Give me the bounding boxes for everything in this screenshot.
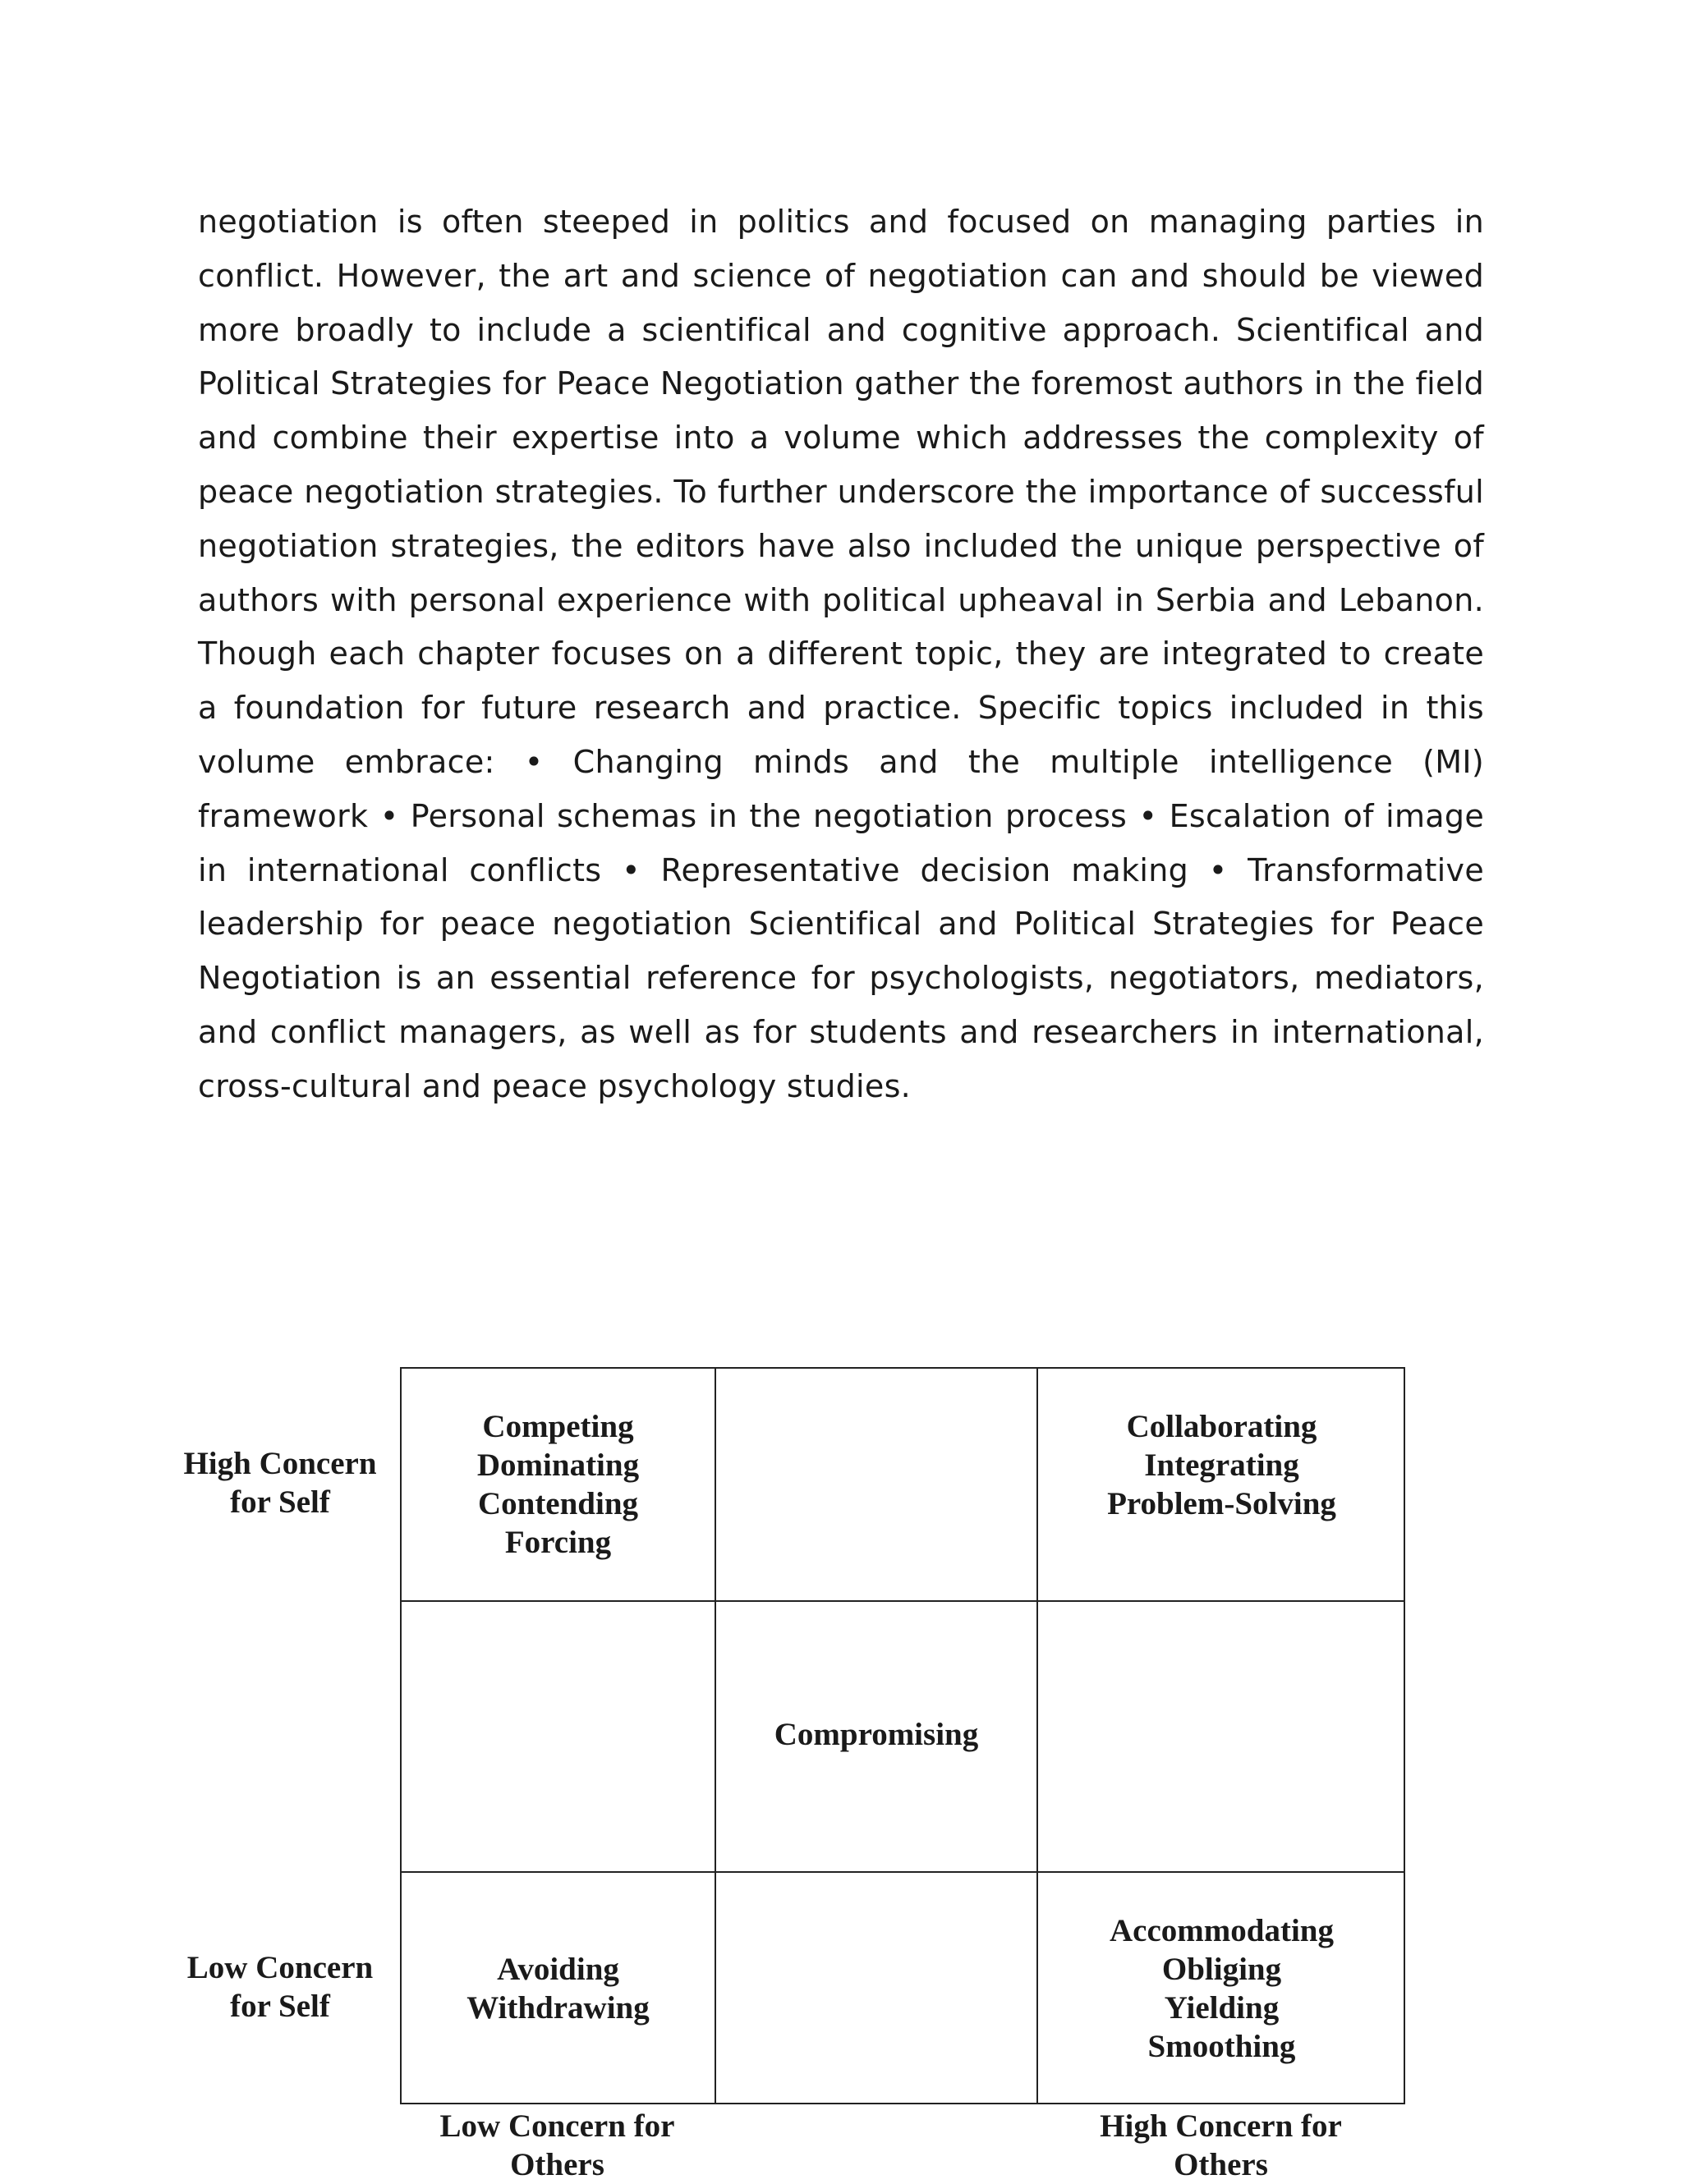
axis-line: Low Concern xyxy=(186,1950,374,1985)
cell-line: Integrating xyxy=(1144,1448,1299,1483)
cell-line: Yielding xyxy=(1164,1990,1280,2026)
cell-line: Smoothing xyxy=(1147,2029,1296,2064)
axis-line: Others xyxy=(510,2147,604,2182)
axis-high-concern-for-self xyxy=(161,1444,399,1521)
axis-low-concern-for-others xyxy=(400,2107,715,2184)
cell-line: Dominating xyxy=(476,1448,640,1483)
cell-line: Contending xyxy=(477,1486,639,1521)
cell-line: Accommodating xyxy=(1110,1913,1334,1948)
cell-line: Obliging xyxy=(1161,1952,1282,1987)
grid-divider xyxy=(402,1600,1404,1602)
grid-divider xyxy=(402,1871,1404,1873)
cell-line: Competing xyxy=(482,1409,634,1444)
axis-line: for Self xyxy=(230,1989,330,2024)
axis-line: High Concern for xyxy=(1100,2108,1342,2144)
cell-compromising xyxy=(716,1715,1036,1754)
axis-line: Low Concern for xyxy=(439,2108,675,2144)
axis-line: for Self xyxy=(230,1484,330,1520)
axis-high-concern-for-others xyxy=(1036,2107,1405,2184)
cell-line: Avoiding xyxy=(497,1952,619,1987)
cell-accommodating xyxy=(1038,1911,1405,2066)
cell-line: Forcing xyxy=(504,1525,612,1560)
cell-line: Problem-Solving xyxy=(1107,1486,1336,1521)
cell-collaborating xyxy=(1038,1407,1405,1523)
cell-line: Collaborating xyxy=(1126,1409,1317,1444)
axis-line: Others xyxy=(1174,2147,1268,2182)
conflict-styles-grid xyxy=(400,1367,1405,2104)
cell-competing xyxy=(402,1407,715,1562)
cell-avoiding xyxy=(402,1950,715,2027)
cell-line: Compromising xyxy=(774,1717,979,1752)
body-paragraph: negotiation is often steeped in politics and focused on managing parties in conflict. However, the art and science of negotiation can and should be viewed more broadly to include a scientifical and cognitive approach. Scientifical and Political Strategies for Peace Negotiation gather the foremost authors in the field and combine their expertise into a volume which addresses the complexity of peace negotiation strategies. To further underscore the importance of successful negotiation strategies, the editors have also included the unique perspective of authors with personal experience with political upheaval in Serbia and Lebanon. Though each chapter focuses on a different topic, they are integrated to create a foundation for future research and practice. Specific topics included in this volume embrace: • Changing minds and the multiple intelligence (MI) framework • Personal schemas in the negotiation process • Escalation of image in international conflicts • Representative decision making • Transformative leadership for peace negotiation Scientifical and Political Strategies for Peace Negotiation is an essential reference for psychologists, negotiators, mediators, and conflict managers, as well as for students and researchers in international, cross-cultural and peace psychology studies. xyxy=(198,204,1484,1104)
cell-line: Withdrawing xyxy=(466,1990,650,2026)
axis-low-concern-for-self xyxy=(161,1948,399,2026)
axis-line: High Concern xyxy=(183,1446,377,1481)
